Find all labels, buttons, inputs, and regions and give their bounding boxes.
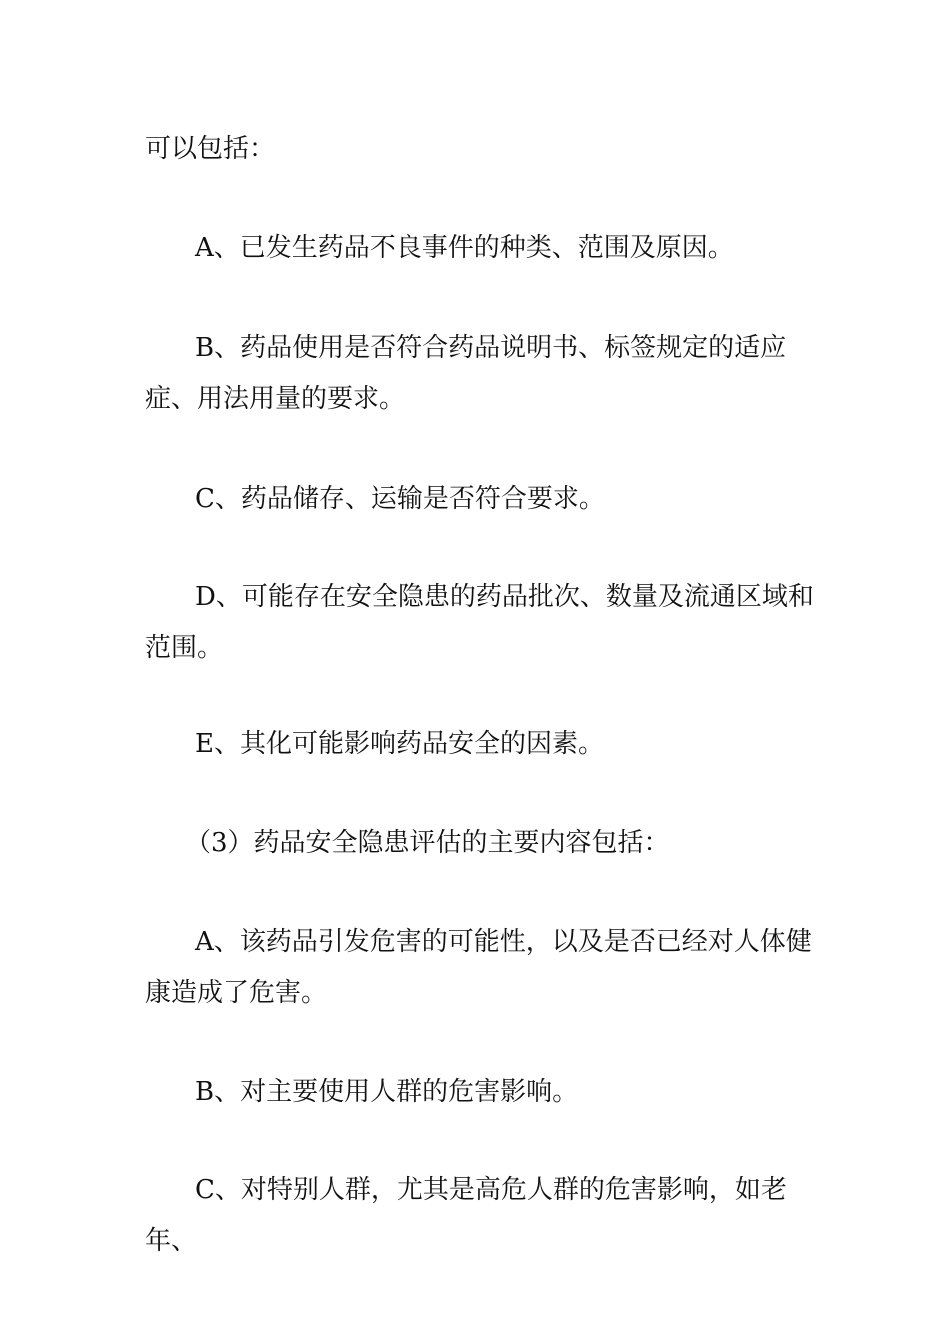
paragraph-assessment-a: A、该药品引发危害的可能性，以及是否已经对人体健康造成了危害。: [145, 927, 812, 1008]
paragraph-intro: 可以包括：: [145, 134, 276, 164]
paragraph-assessment-c: C、对特别人群，尤其是高危人群的危害影响，如老年、: [145, 1175, 787, 1256]
paragraph-assessment-b: B、对主要使用人群的危害影响。: [195, 1077, 579, 1107]
paragraph-item-e-other-factors: E、其化可能影响药品安全的因素。: [195, 729, 604, 759]
paragraph-item-a-event-types: A、已发生药品不良事件的种类、范围及原因。: [195, 233, 734, 263]
paragraph-item-d-batches-range: D、可能存在安全隐患的药品批次、数量及流通区域和范围。: [145, 582, 814, 663]
paragraph-item-c-storage-transport: C、药品储存、运输是否符合要求。: [195, 484, 605, 514]
paragraph-item-b-usage-compliance: B、药品使用是否符合药品说明书、标签规定的适应症、用法用量的要求。: [145, 333, 787, 414]
section-heading-3: （3）药品安全隐患评估的主要内容包括：: [185, 828, 670, 858]
